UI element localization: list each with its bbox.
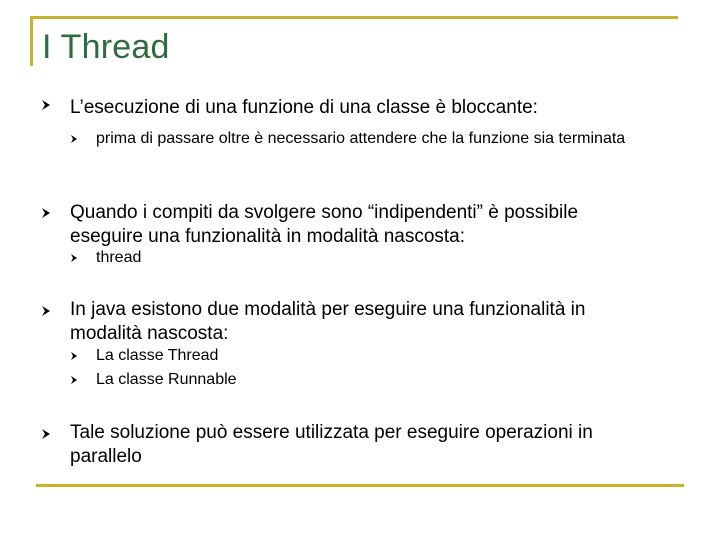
bullet-3-sub-2-text: La classe Runnable: [96, 371, 237, 388]
arrowhead-bullet-icon: [40, 99, 52, 111]
bullet-4-text: Tale soluzione può essere utilizzata per eseguire operazioni in parallelo: [70, 422, 593, 467]
bullet-3-text: In java esistono due modalità per eseguire una funzionalità in modalità nascosta:: [70, 299, 586, 344]
bullet-2-sub-1-text: thread: [96, 249, 142, 266]
slide-title: I Thread: [42, 28, 170, 66]
arrowhead-bullet-icon: [40, 428, 52, 440]
arrowhead-bullet-icon: [69, 351, 79, 361]
bullet-3-sub-1-text: La classe Thread: [96, 347, 219, 364]
arrowhead-bullet-icon: [69, 375, 79, 385]
top-accent-rule: [30, 16, 678, 19]
left-accent-rule: [30, 16, 33, 66]
arrowhead-bullet-icon: [69, 253, 79, 263]
bullet-1-sub-1-text: prima di passare oltre è necessario attendere che la funzione sia terminata: [96, 130, 626, 147]
arrowhead-bullet-icon: [40, 305, 52, 317]
bullet-2-text: Quando i compiti da svolgere sono “indipendenti” è possibile eseguire una funzionalità in modalità nascosta:: [70, 202, 579, 247]
bottom-accent-rule: [36, 484, 684, 487]
arrowhead-bullet-icon: [40, 207, 52, 219]
arrowhead-bullet-icon: [69, 134, 79, 144]
bullet-1-text: L’esecuzione di una funzione di una classe è bloccante:: [70, 97, 538, 118]
